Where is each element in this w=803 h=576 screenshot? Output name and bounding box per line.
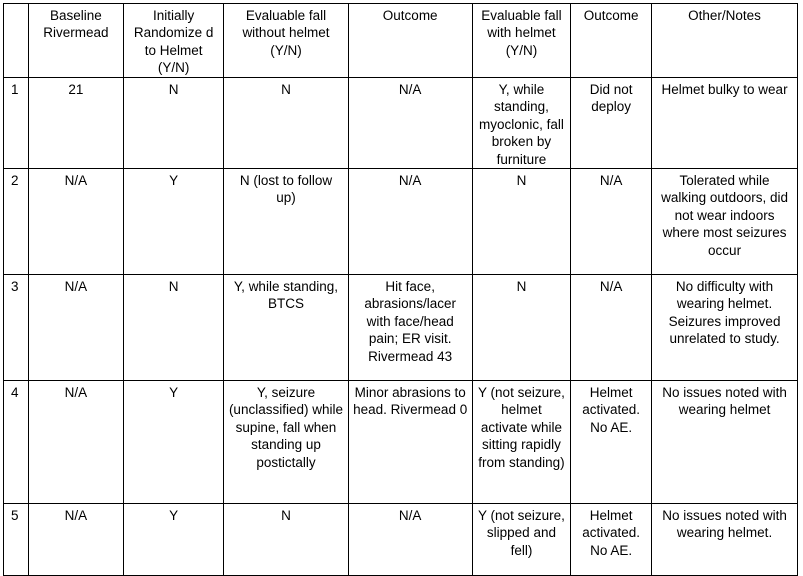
table-row	[4, 504, 798, 576]
cell-initially-randomized: Y	[123, 381, 223, 504]
cell-initially-randomized: Y	[123, 504, 223, 576]
cell-fall-without-helmet: N (lost to follow up)	[224, 169, 348, 275]
cell-fall-with-helmet: N	[472, 169, 570, 275]
table-row	[4, 78, 798, 169]
cell-other-notes: No difficulty with wearing helmet. Seizures improved unrelated to study.	[652, 275, 798, 381]
cell-fall-without-helmet: Y, seizure (unclassified) while supine, fall when standing up postictally	[224, 381, 348, 504]
cell-fall-with-helmet: N	[472, 275, 570, 381]
cell-fall-with-helmet: Y, while standing, myoclonic, fall broken by furniture	[472, 78, 570, 169]
cell-other-notes: Helmet bulky to wear	[652, 78, 798, 169]
header-row	[4, 4, 798, 78]
cell-initially-randomized: N	[123, 275, 223, 381]
cell-baseline-rivermead: N/A	[28, 275, 123, 381]
cell-fall-without-helmet: Y, while standing, BTCS	[224, 275, 348, 381]
cell-outcome-with: Did not deploy	[571, 78, 652, 169]
row-index: 4	[4, 381, 29, 504]
header-other-notes: Other/Notes	[652, 4, 798, 78]
cell-baseline-rivermead: 21	[28, 78, 123, 169]
cell-outcome-without: N/A	[348, 78, 472, 169]
cell-other-notes: Tolerated while walking outdoors, did not wear indoors where most seizures occur	[652, 169, 798, 275]
header-index	[4, 4, 29, 78]
cell-outcome-with: Helmet activated. No AE.	[571, 504, 652, 576]
helmet-study-table	[3, 3, 798, 576]
table-row	[4, 275, 798, 381]
cell-initially-randomized: N	[123, 78, 223, 169]
cell-outcome-without: Hit face, abrasions/lacer with face/head pain; ER visit. Rivermead 43	[348, 275, 472, 381]
cell-other-notes: No issues noted with wearing helmet	[652, 381, 798, 504]
header-fall-with-helmet: Evaluable fall with helmet (Y/N)	[472, 4, 570, 78]
header-baseline-rivermead: Baseline Rivermead	[28, 4, 123, 78]
cell-baseline-rivermead: N/A	[28, 381, 123, 504]
table-row	[4, 169, 798, 275]
cell-outcome-without: N/A	[348, 504, 472, 576]
cell-baseline-rivermead: N/A	[28, 169, 123, 275]
cell-fall-with-helmet: Y (not seizure, helmet activate while sitting rapidly from standing)	[472, 381, 570, 504]
row-index: 2	[4, 169, 29, 275]
row-index: 1	[4, 78, 29, 169]
cell-other-notes: No issues noted with wearing helmet.	[652, 504, 798, 576]
cell-outcome-with: Helmet activated. No AE.	[571, 381, 652, 504]
header-initially-randomized: Initially Randomize d to Helmet (Y/N)	[123, 4, 223, 78]
row-index: 5	[4, 504, 29, 576]
header-fall-without-helmet: Evaluable fall without helmet (Y/N)	[224, 4, 348, 78]
cell-initially-randomized: Y	[123, 169, 223, 275]
cell-fall-without-helmet: N	[224, 78, 348, 169]
cell-fall-without-helmet: N	[224, 504, 348, 576]
cell-outcome-with: N/A	[571, 275, 652, 381]
header-outcome-with: Outcome	[571, 4, 652, 78]
cell-fall-with-helmet: Y (not seizure, slipped and fell)	[472, 504, 570, 576]
row-index: 3	[4, 275, 29, 381]
cell-baseline-rivermead: N/A	[28, 504, 123, 576]
cell-outcome-without: N/A	[348, 169, 472, 275]
cell-outcome-without: Minor abrasions to head. Rivermead 0	[348, 381, 472, 504]
cell-outcome-with: N/A	[571, 169, 652, 275]
header-outcome-without: Outcome	[348, 4, 472, 78]
table-row	[4, 381, 798, 504]
